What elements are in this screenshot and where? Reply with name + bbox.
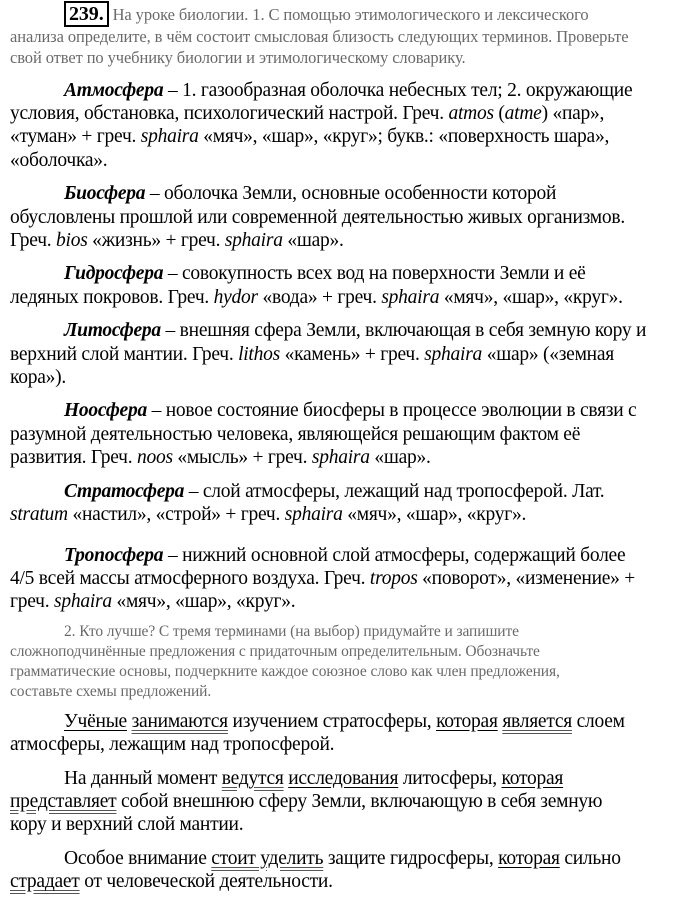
text-segment: «шар» («земная	[482, 343, 614, 365]
text-segment: На уроке биологии. 1. С помощью этимологического и лексического	[112, 5, 589, 24]
text-segment: грамматические основы, подчеркните каждое союзное слово как член предложения,	[10, 663, 560, 681]
etymology-word: atme	[504, 103, 542, 125]
underlined-word: Учёные	[64, 711, 127, 733]
text-line	[10, 399, 695, 422]
predicate-word: занимаются	[131, 711, 228, 733]
text-segment: изучением стратосферы,	[227, 711, 437, 733]
text-segment: верхний слой мантии. Греч.	[10, 343, 239, 365]
predicate-word: страдает	[10, 871, 80, 893]
text-line	[10, 206, 695, 229]
text-segment: – нижний основной слой атмосферы, содержащий более	[163, 544, 626, 566]
text-segment: «вода» + греч.	[257, 286, 382, 308]
term-heading: Атмосфера	[64, 80, 164, 101]
text-segment: кора»).	[10, 366, 67, 388]
text-segment: – совокупность всех вод на поверхности Земли и её	[163, 263, 586, 285]
text-line	[10, 767, 695, 790]
text-segment: «мяч», «шар», «круг».	[111, 591, 296, 613]
etymology-word: tropos	[369, 568, 418, 590]
text-segment: свой ответ по учебнику биологии и этимологическому словарику.	[10, 48, 466, 67]
text-line	[10, 47, 695, 69]
text-segment: «настил», «строй» + греч.	[67, 503, 285, 525]
text-segment: «оболочка».	[10, 149, 108, 171]
text-segment: – слой атмосферы, лежащий над тропосферой. Лат.	[184, 480, 605, 502]
text-segment: слоем	[571, 711, 625, 733]
text-line	[10, 662, 695, 682]
text-line	[10, 149, 695, 172]
term-heading: Биосфера	[64, 183, 146, 205]
text-segment: защите гидросферы,	[323, 848, 499, 870]
text-segment: 2. Кто лучше? С тремя терминами (на выбор) придумайте и запишите	[64, 623, 519, 641]
etymology-word: sphaira	[424, 343, 483, 365]
text-segment: «поворот», «изменение» +	[417, 568, 636, 590]
text-segment: «шар».	[282, 229, 344, 251]
text-line	[10, 446, 695, 469]
etymology-word: sphaira	[284, 503, 343, 525]
etymology-word: atmos	[448, 103, 494, 125]
text-segment: сложноподчинённые предложения с придаточным определительным. Обозначьте	[10, 643, 540, 661]
task-paragraph	[10, 4, 695, 69]
text-line	[10, 567, 695, 590]
text-segment: сильно	[559, 848, 621, 870]
text-segment: – 1. газообразная оболочка небесных тел; 2. окружающие	[163, 80, 633, 101]
text-line	[10, 125, 695, 148]
text-line	[10, 229, 695, 252]
text-segment: «камень» + греч.	[279, 343, 425, 365]
text-segment: Особое внимание	[64, 848, 212, 870]
text-line	[10, 319, 695, 342]
text-segment: собой внешнюю сферу Земли, включающую в себя земную	[116, 791, 603, 813]
text-line	[10, 622, 695, 642]
etymology-word: noos	[136, 446, 173, 468]
text-line	[10, 590, 695, 613]
term-heading: Литосфера	[64, 320, 161, 342]
etymology-word: sphaira	[224, 229, 283, 251]
predicate-word: представляет	[10, 791, 117, 813]
text-line	[10, 682, 695, 702]
underlined-word: исследования	[288, 767, 399, 789]
etymology-word: sphaira	[381, 286, 440, 308]
text-paragraph	[10, 767, 695, 837]
text-segment: условия, обстановка, психологический настрой. Греч.	[10, 103, 449, 125]
text-segment: «мяч», «шар», «круг».	[342, 503, 527, 525]
text-segment: от человеческой деятельности.	[79, 871, 333, 893]
text-segment: «шар».	[369, 446, 431, 468]
text-segment: На данный момент	[64, 767, 222, 789]
text-segment: обусловлены прошлой или современной деятельностью живых организмов.	[10, 206, 625, 228]
text-line	[10, 813, 695, 836]
text-line	[10, 503, 695, 526]
text-paragraph	[10, 79, 695, 172]
term-heading: Ноосфера	[64, 400, 147, 422]
text-line	[10, 733, 695, 756]
text-segment: Греч.	[10, 229, 57, 251]
text-segment: разумной деятельностью человека, являющейся решающим фактом её	[10, 423, 581, 445]
term-heading: Тропосфера	[64, 544, 164, 566]
term-heading: Гидросфера	[64, 263, 164, 285]
etymology-word: stratum	[10, 503, 68, 525]
text-segment: литосферы,	[398, 767, 502, 789]
text-segment: анализа определите, в чём состоит смысловая близость следующих терминов. Проверьте	[10, 26, 629, 46]
text-segment: составьте схемы предложений.	[10, 683, 212, 701]
text-segment: атмосферы, лежащим над тропосферой.	[10, 734, 335, 756]
text-paragraph	[10, 182, 695, 252]
underlined-word: которая	[501, 767, 564, 789]
text-paragraph	[10, 262, 695, 308]
text-line	[10, 366, 695, 389]
text-paragraph	[10, 319, 695, 389]
etymology-word: sphaira	[53, 591, 112, 613]
underlined-word: которая	[436, 711, 498, 733]
etymology-word: sphaira	[311, 446, 370, 468]
text-line	[10, 26, 695, 48]
text-line	[10, 286, 695, 309]
predicate-word: является	[502, 711, 572, 733]
text-segment: (	[493, 103, 505, 125]
term-heading: Стратосфера	[64, 480, 185, 502]
exercise-number: 239.	[64, 1, 109, 27]
text-segment: развития. Греч.	[10, 446, 137, 468]
text-paragraph	[10, 847, 695, 893]
text-line	[10, 79, 695, 102]
etymology-word: bios	[56, 229, 88, 251]
text-line	[10, 343, 695, 366]
text-line	[10, 262, 695, 285]
text-line	[10, 710, 695, 733]
text-segment: «мяч», «шар», «круг»; букв.: «поверхность шара»,	[198, 126, 610, 148]
text-segment: – новое состояние биосферы в процессе эволюции в связи с	[146, 400, 637, 422]
text-line	[10, 480, 695, 503]
text-paragraph	[10, 544, 695, 614]
text-line	[10, 847, 695, 870]
etymology-word: lithos	[238, 343, 280, 365]
text-segment: 4/5 всей массы атмосферного воздуха. Греч.	[10, 568, 370, 590]
text-line	[10, 790, 695, 813]
predicate-word: ведутся	[221, 767, 284, 789]
task-paragraph	[10, 622, 695, 702]
text-paragraph	[10, 480, 695, 526]
text-segment: – внешняя сфера Земли, включающая в себя земную кору и	[160, 320, 647, 342]
text-segment: ледяных покровов. Греч.	[10, 286, 214, 308]
text-segment: греч.	[10, 591, 54, 613]
text-segment: «мяч», «шар», «круг».	[439, 286, 623, 308]
predicate-word: стоит уделить	[211, 848, 324, 870]
text-segment: ) «пар»,	[541, 103, 605, 125]
text-line	[10, 182, 695, 205]
etymology-word: hydor	[213, 286, 258, 308]
text-paragraph	[10, 399, 695, 469]
text-segment: – оболочка Земли, основные особенности которой	[145, 183, 557, 205]
text-line	[10, 642, 695, 662]
text-segment: «туман» + греч.	[10, 126, 141, 148]
text-paragraph	[10, 710, 695, 756]
text-segment: «жизнь» + греч.	[87, 229, 225, 251]
text-segment: «мысль» + греч.	[172, 446, 312, 468]
text-line	[10, 4, 695, 26]
etymology-word: sphaira	[140, 126, 199, 148]
text-line	[10, 870, 695, 893]
text-line	[10, 102, 695, 125]
text-line	[10, 544, 695, 567]
underlined-word: которая	[498, 848, 560, 870]
text-line	[10, 423, 695, 446]
textbook-page	[10, 4, 695, 904]
text-segment: кору и верхний слой мантии.	[10, 814, 244, 836]
